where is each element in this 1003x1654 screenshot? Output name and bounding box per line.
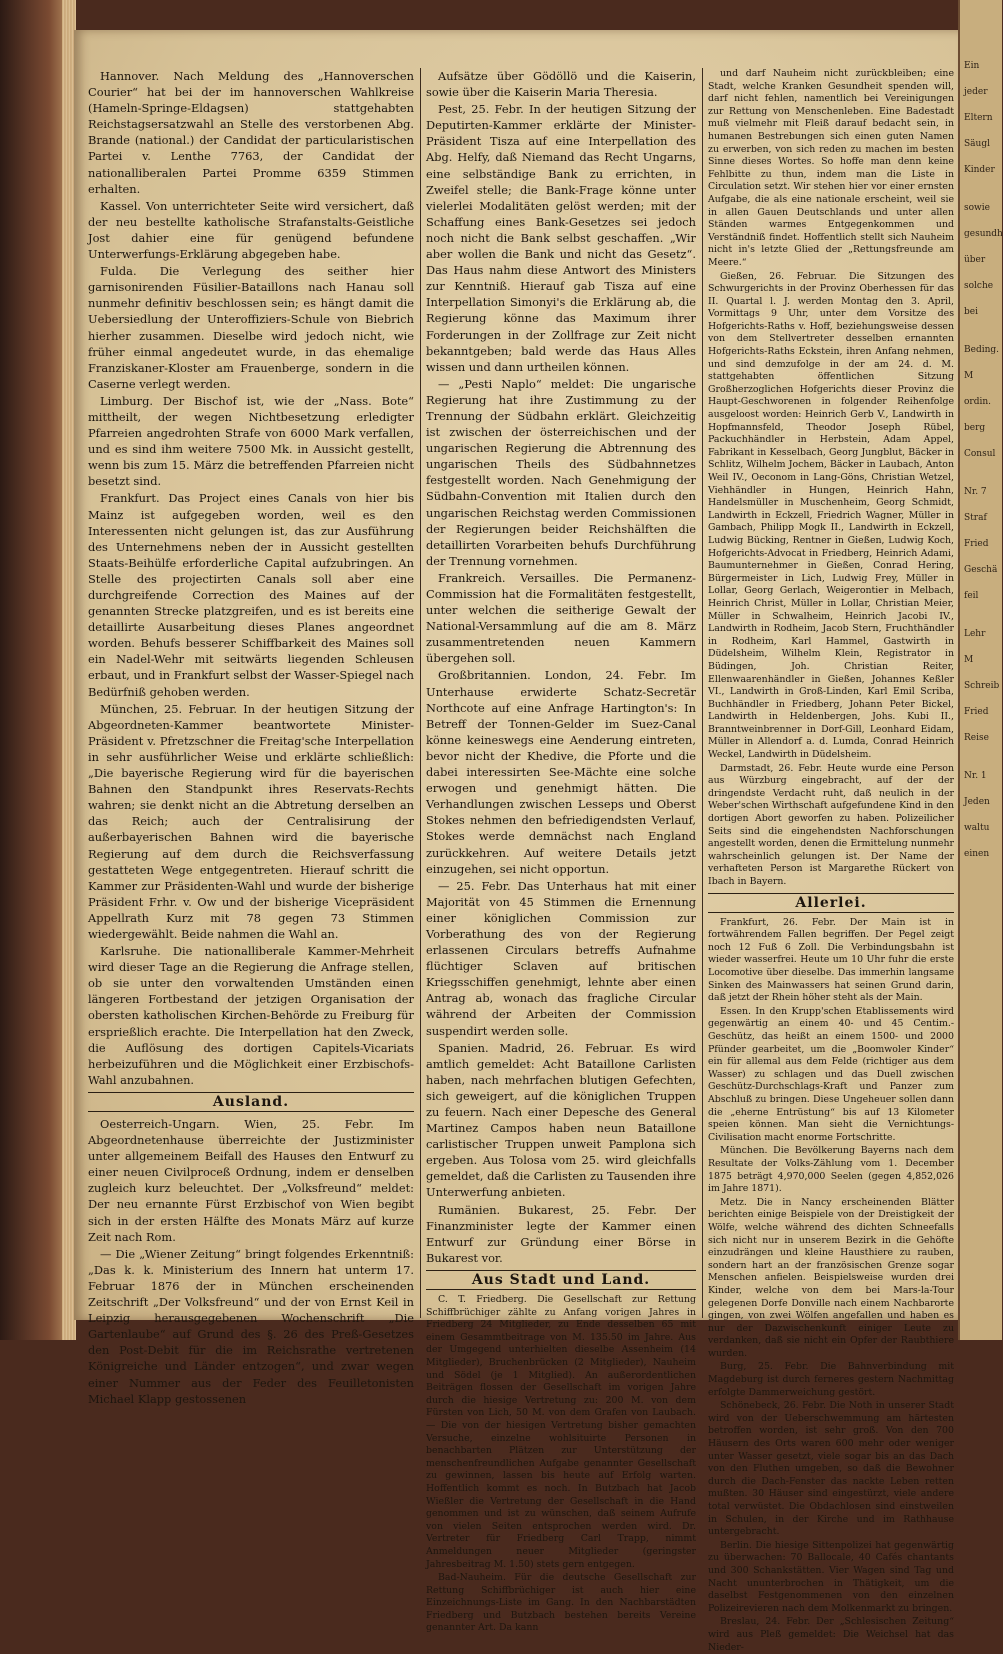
margin-fragment: Beding. [964, 345, 999, 355]
article-spanien: Spanien. Madrid, 26. Februar. Es wird amtlich gemeldet: Acht Bataillone Carlisten haben, nach mehrfachen blutigen Gefechten, sich geweigert, auf die königlichen Truppen zu feuern. Nach einer Depesche des General Martinez Campos haben neun Bataillone carlistischer Truppen unweit Pamplona sich ergeben. Aus Tolosa vom 25. wird gleichfalls gemeldet, daß die Carlisten zu Tausenden ihre Unterwerfung anbieten. [426, 1040, 696, 1200]
margin-fragment: einen [964, 849, 990, 859]
margin-fragment: Lehr [964, 629, 986, 639]
article-essen: Essen. In den Krupp'schen Etablissements wird gegenwärtig an einem 40- und 45 Centim.-Geschütz, das heißt an einem 1500- und 2000 Pfünder gearbeitet, um die „Boomwoler Kinder“ ein für allemal aus dem Felde (richtiger aus dem Wasser) zu schlagen und das Duell zwischen Geschütz-Durchschlags-Kraft und Panzer zum Abschluß zu bringen. Diese Ungeheuer sollen dann die „eherne Entrüstung“ bis auf 13 Kilometer speien können. Man sieht die Vernichtungs-Civilisation macht enorme Fortschritte. [708, 1005, 954, 1143]
margin-fragment: Ein [964, 61, 980, 71]
margin-fragment: Schreib [964, 681, 1000, 691]
margin-fragment: berg [964, 423, 986, 433]
article-muenchen: München, 25. Februar. In der heutigen Sitzung der Abgeordneten-Kammer beantwortete Minister-Präsident v. Pfretzschner die Freitag'sche Interpellation in sehr ausführlicher Weise und erklärte schließlich: „Die bayerische Regierung wird für die bayerischen Bahnen den Standpunkt ihres Reservats-Rechts wahren; sie denkt nicht an die Abtretung derselben an das Reich; auch der Centralisirung der außerbayerischen Bahnen wird die bayerische Regierung auf dem durch die Reichsverfassung gestatteten Wege entgegentreten. Hierauf schritt die Kammer zur Präsidenten-Wahl und wurde der bisherige Präsident Frhr. v. Ow und der bisherige Vicepräsident Appellrath Kurz mit 78 gegen 73 Stimmen wiedergewählt. Beide nahmen die Wahl an. [88, 701, 414, 941]
article-unterhaus: — 25. Febr. Das Unterhaus hat mit einer Majorität von 45 Stimmen die Ernennung einer königlichen Commission zur Vorberathung des von der Regierung erlassenen Circulars betreffs Aufnahme flüchtiger Sclaven auf britischen Kriegsschiffen genehmigt, lehnte aber einen Antrag ab, wonach das fragliche Circular während der Arbeiten der Commission suspendirt werden solle. [426, 878, 696, 1038]
margin-fragment: jeder [964, 87, 988, 97]
margin-fragment: Säugl [964, 139, 990, 149]
article-oesterreich: Oesterreich-Ungarn. Wien, 25. Febr. Im Abgeordnetenhause überreichte der Justizminister unter allgemeinem Beifall des Hauses den Entwurf zu einer neuen Civilproceß Ordnung, indem er denselben zugleich kurz beleuchtet. Der „Volksfreund“ meldet: Der neu ernannte Fürst Erzbischof von Wien begibt sich in der ersten Hälfte des Monats März auf kurze Zeit nach Rom. [88, 1117, 414, 1244]
article-grossbritannien: Großbritannien. London, 24. Febr. Im Unterhause erwiderte Schatz-Secretär Northcote auf eine Anfrage Hartington's: In Betreff der Tonnen-Gelder im Suez-Canal könne keineswegs eine Aenderung eintreten, bevor nicht der Khedive, die Pforte und die dabei interessirten See-Mächte eine solche erwogen und genehmigt hätten. Die Verhandlungen zwischen Lesseps und Oberst Stokes nehmen den befriedigendsten Verlauf, Stokes werde demnächst nach England zurückkehren. Auf weitere Details jetzt einzugehen, sei nicht opportun. [426, 668, 696, 876]
margin-fragment: Kinder [964, 165, 995, 175]
margin-fragment: Jeden [964, 797, 990, 807]
article-pesti-naplo: — „Pesti Naplo“ meldet: Die ungarische Regierung hat ihre Zustimmung zu der Trennung der Südbahn erklärt. Gleichzeitig ist zwischen der österreichischen und der ungarischen Regierung die Abtrennung des ungarischen Theils des Südbahnnetzes festgestellt worden. Nach Genehmigung der Südbahn-Convention mit Italien durch den ungarischen Reichstag werden Commissionen der Regierungen beider Reichshälften die detaillirten Vorarbeiten behufs Durchführung der Trennung vornehmen. [426, 376, 696, 568]
article-frankfurt-main: Frankfurt, 26. Febr. Der Main ist in fortwährendem Fallen begriffen. Der Pegel zeigt noch 12 Fuß 6 Zoll. Die Verbindungsbahn ist wieder wasserfrei. Heute um 10 Uhr fuhr die erste Locomotive über dieselbe. Das immerhin langsame Sinken des Mainwassers hat seinen Grund darin, daß jetzt der Rhein höher steht als der Main. [708, 916, 954, 1004]
margin-fragment: sowie [964, 203, 990, 213]
margin-fragment: Nr. 7 [964, 487, 987, 497]
article-muenchen-bevoelkerung: München. Die Bevölkerung Bayerns nach dem Resultate der Volks-Zählung vom 1. December 1875 beträgt 4,970,000 Seelen (gegen 4,852,026 im Jahre 1871). [708, 1145, 954, 1195]
newspaper-page [74, 30, 960, 1653]
article-pest: Pest, 25. Febr. In der heutigen Sitzung der Deputirten-Kammer erklärte der Minister-Präsident Tisza auf eine Interpellation des Abg. Helfy, daß Niemand das Recht Ungarns, eine selbständige Bank zu errichten, in Zweifel stelle; die Bank-Frage könne unter vielerlei Modalitäten gelöst werden; mit der Schaffung eines Bank-Gesetzes sei jedoch noch nicht die Bank selbst geschaffen. „Wir aber wollen die Bank und nicht das Gesetz“. Das Haus nahm diese Antwort des Ministers zur Kenntniß. Hierauf gab Tisza auf eine Interpellation Simonyi's die Erklärung ab, die Regierung könne das Maximum ihrer Forderungen in der Zollfrage zur Zeit nicht bekanntgeben; bald werde das Haus Alles wissen und dann urtheilen können. [426, 102, 696, 374]
margin-fragment: Fried [964, 539, 989, 549]
article-hannover: Hannover. Nach Meldung des „Hannoverschen Courier“ hat bei der im hannoverschen Wahlkreise (Hameln-Springe-Eldagsen) stattgehabten Reichstagsersatzwahl an Stelle des verstorbenen Abg. Brande (national.) der Candidat der particularistischen Partei v. Lenthe 7763, der Candidat der nationalliberalen Partei Promme 6359 Stimmen erhalten. [88, 69, 414, 196]
margin-fragment: Straf [964, 513, 987, 523]
section-heading-ausland: Ausland. [88, 1092, 414, 1112]
article-darmstadt: Darmstadt, 26. Febr. Heute wurde eine Person aus Würzburg eingebracht, auf der der dringendste Verdacht ruht, daß neulich in der Weber'schen Wirthschaft aufgefundene Kind in den dortigen Abort geworfen zu haben. Polizeilicher Seits sind die eingehendsten Nachforschungen angestellt worden, denen die Ermittelung nunmehr wahrscheinlich gelungen ist. Der Name der verhafteten Person ist Margarethe Rückert von Ibach in Bayern. [708, 762, 954, 887]
article-metz: Metz. Die in Nancy erscheinenden Blätter berichten einige Beispiele von der Dreistigkeit der Wölfe, welche während des dichten Schneefalls sich nicht nur in unserem Bezirk in die Gehöfte einzudrängen und kleine Hausthiere zu rauben, sondern hart an der französischen Grenze sogar Menschen anfielen. Beispielsweise wurden drei Kinder, welche von dem bei Mars-la-Tour gelegenen Dorfe Donville nach einem Nachbarorte gingen, von zwei Wölfen angefallen und haben es nur der Dazwischenkunft einiger Leute zu verdanken, daß sie nicht ein Opfer der Raubthiere wurden. [708, 1196, 954, 1359]
margin-fragment: waltu [964, 823, 990, 833]
margin-fragment: solche [964, 281, 994, 291]
article-giessen: Gießen, 26. Februar. Die Sitzungen des Schwurgerichts in der Provinz Oberhessen für das II. Quartal l. J. werden Montag den 3. April, Vormittags 9 Uhr, unter dem Vorsitze des Hofgerichts-Raths v. Hoff, beziehungsweise dessen von dem Stellvertreter desselben ernannten Hofgerichts-Raths Eckstein, ihren Anfang nehmen, und sind demzufolge in der am 24. d. M. stattgehabten öffentlichen Sitzung Großherzoglichen Hofgerichts dieser Provinz die Haupt-Geschworenen in folgender Reihenfolge ausgeloost worden: Heinrich Gerb V., Landwirth in Hopfmannsfeld, Theodor Joseph Rübel, Packuchhändler in Herbstein, Adam Appel, Fabrikant in Kesselbach, Georg Jungblut, Bäcker in Schlitz, Wilhelm Jochem, Bäcker in Laubach, Anton Weil IV., Oeconom in Lang-Göns, Christian Wetzel, Viehhändler in Hungen, Heinrich Hahn, Handelsmüller in Muschenheim, Georg Schmidt, Landwirth in Eckzell, Friedrich Wagner, Müller in Gambach, Philipp Mogk II., Landwirth in Eckzell, Ludwig Bücking, Rentner in Gießen, Ludwig Koch, Hofgerichts-Advocat in Friedberg, Heinrich Adami, Baumunternehmer in Gießen, Conrad Hering, Bürgermeister in Lich, Ludwig Frey, Müller in Lollar, Georg Gerlach, Weigerontier in Melbach, Heinrich Christ, Müller in Lollar, Christian Meier, Müller in Schwalheim, Heinrich Jacobi IV., Landwirth in Rodheim, Jacob Stern, Fruchthändler in Rodheim, Karl Hammel, Gastwirth in Düdelsheim, Wilhelm Klein, Registrator in Büdingen, Joh. Christian Reiter, Ellenwaarenhändler in Gießen, Johannes Keßler VI., Landwirth in Groß-Linden, Karl Emil Scriba, Buchhändler in Friedberg, Johann Peter Bickel, Landwirth in Heldenbergen, Johs. Kubi II., Branntweinbrenner in Dorf-Gill, Leonhard Eidam, Müller in Allendorf a. d. Lumda, Conrad Heinrich Weckel, Landwirth in Düdelsheim. [708, 270, 954, 761]
article-fulda: Fulda. Die Verlegung des seither hier garnisonirenden Füsilier-Bataillons nach Hanau soll nunmehr definitiv beschlossen sein; es hängt damit die Uebersiedlung der Unteroffiziers-Schule von Biebrich hierher zusammen. Dieselbe wird jedoch nicht, wie früher einmal angedeutet wurde, in das ehemalige Franziskaner-Kloster am Frauenberge, sondern in die Caserne verlegt werden. [88, 264, 414, 391]
margin-fragment: feil [964, 591, 979, 601]
margin-fragment: Nr. 1 [964, 771, 987, 781]
margin-fragment: ordin. [964, 397, 992, 407]
article-breslau: Breslau, 24. Febr. Der „Schlesischen Zeitung“ wird aus Pleß gemeldet: Die Weichsel hat das Nieder- [708, 1616, 954, 1653]
article-rumaenien: Rumänien. Bukarest, 25. Febr. Der Finanzminister legte der Kammer einen Entwurf zur Gründung einer Börse in Bukarest vor. [426, 1202, 696, 1265]
article-schoenebeck: Schönebeck, 26. Febr. Die Noth in unserer Stadt wird von der Ueberschwemmung am härtesten betroffen worden, ist sehr groß. Von den 700 Häusern des Orts waren 600 mehr oder weniger unter Wasser gesetzt, viele sogar bis an das Dach von den Fluthen umgeben, so daß die Bewohner durch die Dach-Fenster das nackte Leben retten mußten. 30 Häuser sind eingestürzt, viele andere total verwüstet. Die Obdachlosen sind einstweilen in Schulen, in der Kirche und im Rathhause untergebracht. [708, 1400, 954, 1538]
column-3 [708, 68, 954, 1653]
margin-fragment: Consul [964, 449, 996, 459]
margin-fragment: Geschä [964, 565, 998, 575]
article-burg: Burg, 25. Febr. Die Bahnverbindung mit Magdeburg ist durch ferneres gestern Nachmittag erfolgte Dammerweichung gestört. [708, 1361, 954, 1398]
article-frankreich: Frankreich. Versailles. Die Permanenz-Commission hat die Formalitäten festgestellt, unter welchen die seitherige Gewalt der National-Versammlung auf die am 8. März zusammentretenden neuen Kammern übergehen soll. [426, 570, 696, 666]
margin-fragment: Fried [964, 707, 989, 717]
article-frankfurt: Frankfurt. Das Project eines Canals von hier bis Mainz ist aufgegeben worden, weil es den Interessenten nicht gelungen ist, das zur Ausführung des Unternehmens neben der in Aussicht gestellten Staats-Beihülfe erforderliche Capital aufzubringen. An Stelle des projectirten Canals soll aber eine durchgreifende Correction des Maines auf der genannten Strecke platzgreifen, und es ist bereits eine detaillirte Ausarbeitung dieses Planes angeordnet worden. Behufs besserer Schiffbarkeit des Maines soll ein Nadel-Wehr mit seitwärts liegenden Schleusen erbaut, und in Frankfurt selbst der Wasser-Spiegel nach Bedürfniß gehoben werden. [88, 491, 414, 699]
margin-fragment: M [964, 371, 974, 381]
column-rule [702, 68, 703, 1318]
section-heading-allerlei: Allerlei. [708, 893, 954, 913]
column-rule [420, 68, 421, 1318]
section-heading-stadt-land: Aus Stadt und Land. [426, 1270, 696, 1290]
margin-fragment: bei [964, 307, 978, 317]
article-nauheim-cont: und darf Nauheim nicht zurückbleiben; eine Stadt, welche Kranken Gesundheit spenden will, darf nicht fehlen, namentlich bei Vereinigungen zur Rettung von Menschenleben. Eine Badestadt muß vielmehr mit Fleiß darauf bedacht sein, in humanen Bestrebungen sich einen guten Namen zu erwerben, von sich reden zu machen im besten Sinne dieses Wortes. So hoffe man denn keine Fehlbitte zu thun, indem man die Liste in Circulation setzt. Wir stehen hier vor einer ernsten Aufgabe, die als eine nationale erscheint, weil sie in allen Gauen Deutschlands und unter allen Ständen warmes Entgegenkommen und Verständniß findet. Hoffentlich stellt sich Nauheim nicht in's letzte Glied der „Rettungsfreunde am Meere.“ [708, 68, 954, 268]
article-karlsruhe: Karlsruhe. Die nationalliberale Kammer-Mehrheit wird dieser Tage an die Regierung die Anfrage stellen, ob sie unter den vorwaltenden Umständen einen längeren Fortbestand der jetzigen Organisation der obersten katholischen Kirchen-Behörde zu Freiburg für ersprießlich erachte. Die Interpellation hat den Zweck, die Auflösung des dortigen Capitels-Vicariats herbeizuführen und die Möglichkeit einer Erzbischofs-Wahl anzubahnen. [88, 944, 414, 1087]
margin-fragment: M [964, 655, 974, 665]
article-continued: Aufsätze über Gödöllö und die Kaiserin, sowie über die Kaiserin Maria Theresia. [426, 69, 696, 100]
margin-fragment: Eltern [964, 113, 993, 123]
article-wiener-zeitung: — Die „Wiener Zeitung“ bringt folgendes Erkenntniß: „Das k. k. Ministerium des Innern hat unterm 17. Februar 1876 der in München erscheinenden Zeitschrift „Der Volksfreund“ und der von Ernst Keil in Leipzig herausgegebenen Wochenschrift „Die Gartenlaube“ auf Grund des §. 26 des Preß-Gesetzes den Post-Debit für die im Reichsrathe vertretenen Königreiche und Länder entzogen“, und zwar wegen einer Nummer aus der Feder des Feuilletonisten Michael Klapp gestossenen [88, 1246, 414, 1406]
book-binding [0, 0, 70, 1340]
article-limburg: Limburg. Der Bischof ist, wie der „Nass. Bote“ mittheilt, der wegen Nichtbesetzung erledigter Pfarreien angedrohten Strafe von 6000 Mark verfallen, und es sind ihm weitere 7500 Mk. in Aussicht gestellt, wenn bis zum 15. März die betreffenden Pfarreien nicht besetzt sind. [88, 393, 414, 489]
article-friedberg: C. T. Friedberg. Die Gesellschaft zur Rettung Schiffbrüchiger zählte zu Anfang vorigen Jahres in Friedberg 24 Mitglieder, zu Ende desselben 65 mit einem Gesammtbeitrage von M. 135.50 im Jahre. Aus der Umgegend unterhielten dieselbe Assenheim (14 Mitglieder), Bruchenbrücken (2 Mitglieder), Nauheim und Södel (je 1 Mitglied). An außerordentlichen Beiträgen flossen der Gesellschaft im vorigen Jahre durch die hiesige Vertretung zu: 200 M. von dem Fürsten von Lich, 50 M. von dem Grafen von Laubach. — Die von der hiesigen Vertretung bisher gemachten Versuche, einzelne wohlsituirte Personen in benachbarten Plätzen zur Unterstützung der menschenfreundlichen Aufgabe genannter Gesellschaft zu gewinnen, lassen bis heute auf Erfolg warten. Hoffentlich kommt es noch. In Butzbach hat Jacob Wießler die Vertretung der Gesellschaft in die Hand genommen und ist zu wünschen, daß seinem Aufrufe von vielen Seiten entsprochen werden wird. Dr. Vertreter für Friedberg Carl Trapp, nimmt Anmeldungen neuer Mitglieder (geringster Jahresbeitrag M. 1.50) stets gern entgegen. [426, 1294, 696, 1570]
article-kassel: Kassel. Von unterrichteter Seite wird versichert, daß der neu bestellte katholische Strafanstalts-Geistliche Jost dahier eine für genügend befundene Unterwerfungs-Erklärung abgegeben habe. [88, 198, 414, 262]
column-2 [426, 68, 696, 1634]
margin-fragment: Reise [964, 733, 989, 743]
margin-fragment: über [964, 255, 986, 265]
article-bad-nauheim: Bad-Nauheim. Für die deutsche Gesellschaft zur Rettung Schiffbrüchiger ist auch hier eine Einzeichnungs-Liste im Gang. In den Nachbarstädten Friedberg und Butzbach bestehen bereits Vereine genannter Art. Da kann [426, 1572, 696, 1634]
adjacent-page-margin [958, 0, 1002, 1340]
article-berlin: Berlin. Die hiesige Sittenpolizei hat gegenwärtig zu überwachen: 70 Ballocale, 40 Cafés chantants und 300 Schankstätten. Vier Wagen sind Tag und Nacht ununterbrochen in Thätigkeit, um die daselbst Festgenommenen von den einzelnen Polizeirevieren nach dem Molkenmarkt zu bringen. [708, 1539, 954, 1614]
margin-fragment: gesundh [964, 229, 1003, 239]
column-1 [88, 68, 414, 1406]
